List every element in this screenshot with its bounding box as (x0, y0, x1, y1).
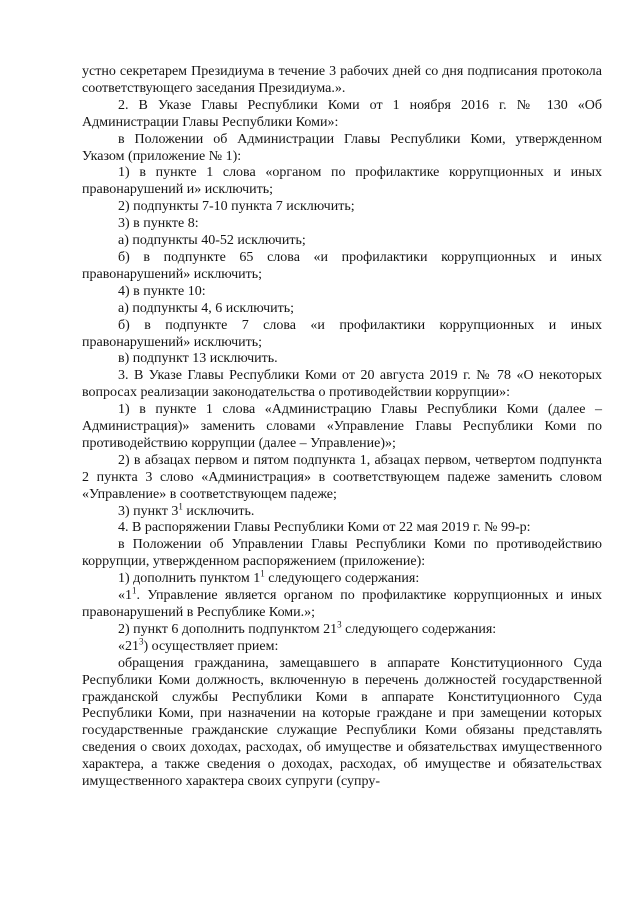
paragraph: обращения гражданина, замещавшего в аппарате Конституционного Суда Республики Коми должность, включенную в перечень должностей государственной гражданской службы Республики Коми в аппарате Конституционного Суда Республики Коми, при назначении на которые граждане и при замещении которых государственные гражданские служащие Республики Коми обязаны представлять сведения о своих доходах, расходах, об имуществе и обязательствах имущественного характера, а также сведения о доходах, расходах, об имуществе и обязательствах имущественного характера своих супруги (супру- (82, 655, 602, 790)
superscript: 1 (132, 585, 137, 596)
text-run: следующего содержания: (264, 571, 420, 587)
paragraph (82, 568, 602, 588)
paragraph: 1) в пункте 1 слова «органом по профилактике коррупционных и иных правонарушений и» исключить; (82, 165, 602, 198)
superscript: 1 (178, 500, 183, 511)
paragraph: 3) в пункте 8: (118, 216, 199, 232)
text-run: . Управление является органом по профилактике коррупционных и иных правонарушений в Республике Коми.»; (82, 588, 602, 620)
paragraph (82, 619, 602, 639)
text-run: «21 (118, 638, 139, 654)
text-run: 3) пункт 3 (118, 503, 179, 519)
paragraph: а) подпункты 4, 6 исключить; (118, 300, 295, 316)
paragraph (82, 500, 602, 521)
paragraph: б) в подпункте 65 слова «и профилактики коррупционных и иных правонарушений» исключить; (82, 249, 602, 282)
paragraph: 4) в пункте 10: (118, 283, 206, 299)
paragraph (82, 636, 602, 656)
text-run: «1 (118, 588, 132, 604)
superscript: 1 (260, 568, 265, 579)
paragraph: в Положении об Администрации Главы Республики Коми, утвержденном Указом (приложение № 1): (82, 131, 602, 164)
paragraph: 1) в пункте 1 слова «Администрацию Главы Республики Коми (далее – Администрация)» заменить словами «Управление Главы Республики Коми по противодействию коррупции (далее – Управление)»; (82, 402, 602, 451)
paragraph (82, 585, 602, 622)
paragraph: а) подпункты 40-52 исключить; (118, 233, 306, 249)
text-run: исключить. (182, 503, 255, 519)
paragraph: 2) подпункты 7-10 пункта 7 исключить; (118, 199, 355, 215)
paragraph: в) подпункт 13 исключить. (118, 351, 278, 367)
text-run: следующего содержания: (341, 621, 497, 637)
document-body (82, 64, 602, 791)
text-run: ) осуществляет прием: (143, 638, 279, 654)
superscript: 3 (139, 636, 144, 647)
superscript: 3 (337, 619, 342, 630)
paragraph: 3. В Указе Главы Республики Коми от 20 августа 2019 г. № 78 «О некоторых вопросах реализации законодательства о противодействии коррупции»: (82, 368, 602, 401)
paragraph: 4. В распоряжении Главы Республики Коми от 22 мая 2019 г. № 99-р: (118, 520, 531, 536)
paragraph: 2. В Указе Главы Республики Коми от 1 ноября 2016 г. № 130 «Об Администрации Главы Республики Коми»: (82, 97, 602, 130)
paragraph: 2) в абзацах первом и пятом подпункта 1, абзацах первом, четвертом подпункта 2 пункта 3 слово «Администрация» в соответствующем падеже заменить словом «Управление» в соответствующем падеже; (82, 452, 602, 502)
paragraph: устно секретарем Президиума в течение 3 рабочих дней со дня подписания протокола соответствующего заседания Президиума.». (82, 64, 602, 96)
paragraph: б) в подпункте 7 слова «и профилактики коррупционных и иных правонарушений» исключить; (82, 317, 602, 350)
text-run: 1) дополнить пунктом 1 (118, 571, 261, 587)
paragraph: в Положении об Управлении Главы Республики Коми по противодействию коррупции, утвержденном распоряжением (приложение): (82, 537, 602, 570)
text-run: 2) пункт 6 дополнить подпунктом 21 (118, 621, 338, 637)
